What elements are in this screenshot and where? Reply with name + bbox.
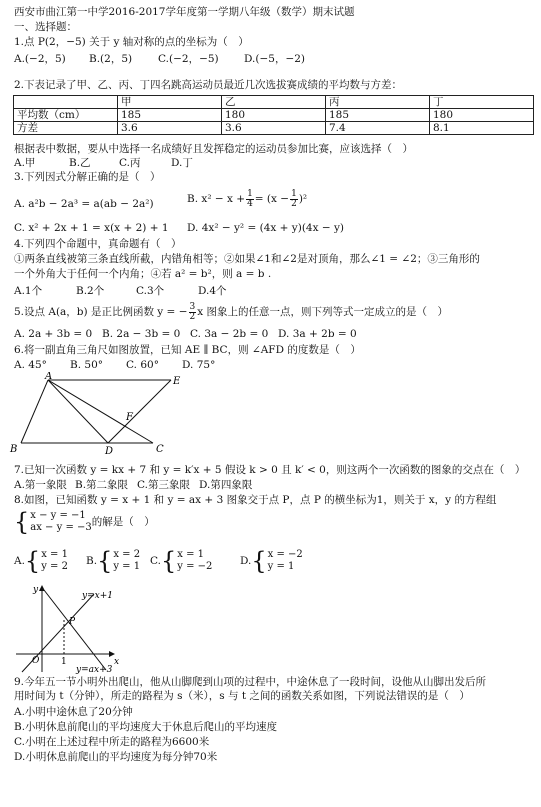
question-4-body-1: ①两条直线被第三条直线所截，内错角相等；②如果∠1和∠2是对顶角，那么∠1 = ∠2；③三角形的 bbox=[14, 253, 480, 265]
x-axis-label: x bbox=[114, 657, 120, 667]
table-cell: 185 bbox=[326, 109, 430, 122]
equation-1: x − y = −1 bbox=[30, 510, 86, 521]
question-8-options bbox=[14, 545, 303, 577]
option-d: D.第四象限 bbox=[199, 479, 253, 491]
point-label-E: E bbox=[173, 376, 181, 387]
option-a bbox=[14, 545, 86, 577]
question-4-stem: 4.下列四个命题中，真命题有（ ） bbox=[14, 238, 182, 250]
question-9-option-c: C.小明在上述过程中所走的路程为6600米 bbox=[14, 736, 210, 748]
table-cell: 3.6 bbox=[118, 122, 222, 135]
fraction bbox=[246, 190, 254, 209]
point-label-F: F bbox=[126, 412, 133, 423]
denominator: 4 bbox=[247, 198, 253, 209]
option-c bbox=[150, 545, 240, 577]
table-cell: 185 bbox=[118, 109, 222, 122]
question-4-body-2: 一个外角大于任何一个内角；④若 a² = b²，则 a = b . bbox=[14, 268, 272, 280]
table-header: 丁 bbox=[430, 96, 534, 109]
solution bbox=[113, 549, 140, 573]
denominator: 2 bbox=[189, 311, 196, 322]
question-9-option-b: B.小明休息前爬山的平均速度大于休息后爬山的平均速度 bbox=[14, 721, 278, 733]
question-1-options bbox=[14, 53, 305, 66]
question-6-stem: 6.将一副直角三角尺如图放置，已知 AE ∥ BC，则 ∠AFD 的度数是（ ） bbox=[14, 344, 361, 356]
equation-2: ax − y = −3 bbox=[30, 522, 92, 533]
score-table bbox=[13, 95, 534, 135]
solution-x: x = 2 bbox=[113, 549, 141, 560]
option-b-tail: )² bbox=[298, 193, 308, 205]
point-label-B: B bbox=[10, 444, 18, 455]
brace-icon: { bbox=[14, 508, 30, 536]
option-c: C. 60° bbox=[126, 359, 159, 371]
segment-AD bbox=[48, 380, 108, 443]
fraction bbox=[189, 303, 197, 322]
line-label-1: y=x+1 bbox=[82, 591, 113, 601]
table-row bbox=[14, 96, 534, 109]
question-9-line-2: 用时间为 t（分钟），所走的路程为 s（米），s 与 t 之间的函数关系如图，下列说法错误的是（ ） bbox=[14, 690, 470, 702]
numerator: 3 bbox=[189, 301, 196, 312]
segment-ED bbox=[108, 380, 171, 443]
solution-x: x = 1 bbox=[41, 549, 68, 560]
system-tail: 的解是（ ） bbox=[91, 516, 155, 528]
option-d bbox=[240, 545, 303, 577]
option-c: C. 3a − 2b = 0 bbox=[190, 328, 269, 340]
solution bbox=[177, 549, 212, 573]
option-a: A.1个 bbox=[14, 285, 43, 297]
option-b: B.第二象限 bbox=[75, 479, 129, 491]
table-header: 甲 bbox=[118, 96, 222, 109]
question-3-option-d: D. 4x² − y² = (4x + y)(4x − y) bbox=[187, 222, 345, 234]
option-c: C.(−2，−5) bbox=[158, 53, 219, 65]
table-header: 丙 bbox=[326, 96, 430, 109]
question-8-stem: 8.如图，已知函数 y = x + 1 和 y = ax + 3 图象交于点 P，点 P 的横坐标为1，则关于 x，y 的方程组 bbox=[14, 494, 497, 506]
question-7-stem: 7.已知一次函数 y = kx + 7 和 y = k′x + 5 假设 k > 0 且 k′ < 0，则这两个一次函数的图象的交点在（ ） bbox=[14, 464, 526, 476]
question-6-options bbox=[14, 359, 215, 372]
question-1-stem: 1.点 P(2，−5) 关于 y 轴对称的点的坐标为（ ） bbox=[14, 36, 249, 48]
question-3-option-c: C. x² + 2x + 1 = x(x + 2) + 1 bbox=[14, 222, 169, 234]
table-cell: 180 bbox=[222, 109, 326, 122]
brace-icon: { bbox=[161, 547, 177, 575]
solution bbox=[41, 549, 68, 573]
question-4-options bbox=[14, 285, 227, 298]
exam-header: 西安市曲江第一中学2016-2017学年度第一学期八年级（数学）期末试题 bbox=[14, 6, 355, 18]
question-9-option-d: D.小明休息前爬山的平均速度为每分钟70米 bbox=[14, 751, 218, 763]
table-cell bbox=[14, 96, 118, 109]
question-9-line-1: 9.今年五一节小明外出爬山，他从山脚爬到山项的过程中，中途休息了一段时间，设他从山脚出发后所 bbox=[14, 676, 487, 688]
option-b bbox=[86, 545, 150, 577]
question-3-option-a: A. a²b − 2a³ = a(ab − 2a²) bbox=[14, 198, 154, 210]
brace-icon: { bbox=[251, 547, 267, 575]
line-label-2: y=ax+3 bbox=[76, 665, 113, 674]
fraction bbox=[290, 190, 298, 209]
option-a: A. 2a + 3b = 0 bbox=[14, 328, 93, 340]
option-letter: B. bbox=[86, 555, 98, 567]
option-d: D.(−5，−2) bbox=[244, 53, 306, 65]
option-letter: C. bbox=[150, 555, 161, 567]
segment-AB bbox=[21, 380, 48, 443]
option-a: A.甲 bbox=[14, 157, 36, 169]
option-d: D. 3a + 2b = 0 bbox=[278, 328, 357, 340]
option-d: D. 75° bbox=[182, 359, 216, 371]
table-cell: 7.4 bbox=[326, 122, 430, 135]
brace-icon: { bbox=[97, 547, 113, 575]
option-b: B.乙 bbox=[69, 157, 91, 169]
tick-label-1: 1 bbox=[61, 657, 67, 667]
question-3-stem: 3.下列因式分解正确的是（ ） bbox=[14, 171, 161, 183]
question-5-stem bbox=[14, 299, 448, 325]
point-label-C: C bbox=[156, 444, 164, 455]
option-b: B. 2a − 3b = 0 bbox=[102, 328, 181, 340]
denominator: 2 bbox=[291, 198, 297, 209]
line-y-ax-plus-3 bbox=[44, 590, 106, 670]
option-b: B.(2，5) bbox=[89, 53, 133, 65]
solution-y: y = 2 bbox=[41, 561, 68, 572]
origin-label: O bbox=[32, 656, 40, 666]
segment-AC bbox=[48, 380, 153, 443]
question-2-follow: 根据表中数据，要从中选择一名成绩好且发挥稳定的运动员参加比赛，应该选择（ ） bbox=[14, 143, 413, 155]
table-cell: 3.6 bbox=[222, 122, 326, 135]
table-cell: 平均数（cm） bbox=[14, 109, 118, 122]
brace-icon: { bbox=[24, 547, 41, 575]
table-row bbox=[14, 122, 534, 135]
section-title: 一、选择题： bbox=[14, 21, 77, 33]
table-cell: 方差 bbox=[14, 122, 118, 135]
solution-y: y = 1 bbox=[267, 561, 295, 572]
table-row bbox=[14, 109, 534, 122]
option-letter: A. bbox=[14, 555, 25, 567]
solution-y: y = −2 bbox=[177, 561, 213, 572]
stem-left: 5.设点 A(a，b) 是正比例函数 y = − bbox=[14, 306, 188, 318]
option-c: C.丙 bbox=[119, 157, 141, 169]
function-graph bbox=[14, 582, 129, 674]
solution-x: x = −2 bbox=[267, 549, 303, 560]
y-axis-label: y bbox=[33, 585, 39, 595]
table-cell: 180 bbox=[430, 109, 534, 122]
question-5-options bbox=[14, 328, 357, 341]
question-8-system bbox=[14, 506, 155, 538]
question-2-stem: 2.下表记录了甲、乙、丙、丁四名跳高运动员最近几次选拔赛成绩的平均数与方差： bbox=[14, 79, 403, 91]
solution bbox=[268, 549, 303, 573]
equation-system bbox=[30, 510, 91, 534]
numerator: 1 bbox=[247, 188, 253, 199]
point-label-P: P bbox=[69, 617, 76, 627]
table-header: 乙 bbox=[222, 96, 326, 109]
stem-right: x 图象上的任意一点，则下列等式一定成立的是（ ） bbox=[197, 306, 448, 318]
triangle-figure bbox=[8, 372, 183, 456]
option-b: B. 50° bbox=[70, 359, 104, 371]
option-d: D.丁 bbox=[171, 157, 193, 169]
solution-x: x = 1 bbox=[177, 549, 205, 560]
option-b: B.2个 bbox=[76, 285, 105, 297]
point-label-A: A bbox=[45, 372, 53, 382]
solution-y: y = 1 bbox=[113, 561, 141, 572]
question-2-options bbox=[14, 157, 193, 170]
option-a: A.第一象限 bbox=[14, 479, 67, 491]
question-3-option-b bbox=[187, 186, 307, 212]
numerator: 1 bbox=[291, 188, 297, 199]
table-cell: 8.1 bbox=[430, 122, 534, 135]
option-c: C.3个 bbox=[136, 285, 165, 297]
point-label-D: D bbox=[105, 446, 114, 456]
question-7-options bbox=[14, 479, 252, 492]
option-a: A. 45° bbox=[14, 359, 47, 371]
option-letter: D. bbox=[240, 555, 252, 567]
option-b-mid: = (x − bbox=[254, 193, 290, 205]
option-d: D.4个 bbox=[198, 285, 227, 297]
option-c: C.第三象限 bbox=[137, 479, 190, 491]
option-b-text: B. x² − x + bbox=[187, 193, 246, 205]
option-a: A.(−2，5) bbox=[14, 53, 66, 65]
question-9-option-a: A.小明中途休息了20分钟 bbox=[14, 706, 133, 718]
